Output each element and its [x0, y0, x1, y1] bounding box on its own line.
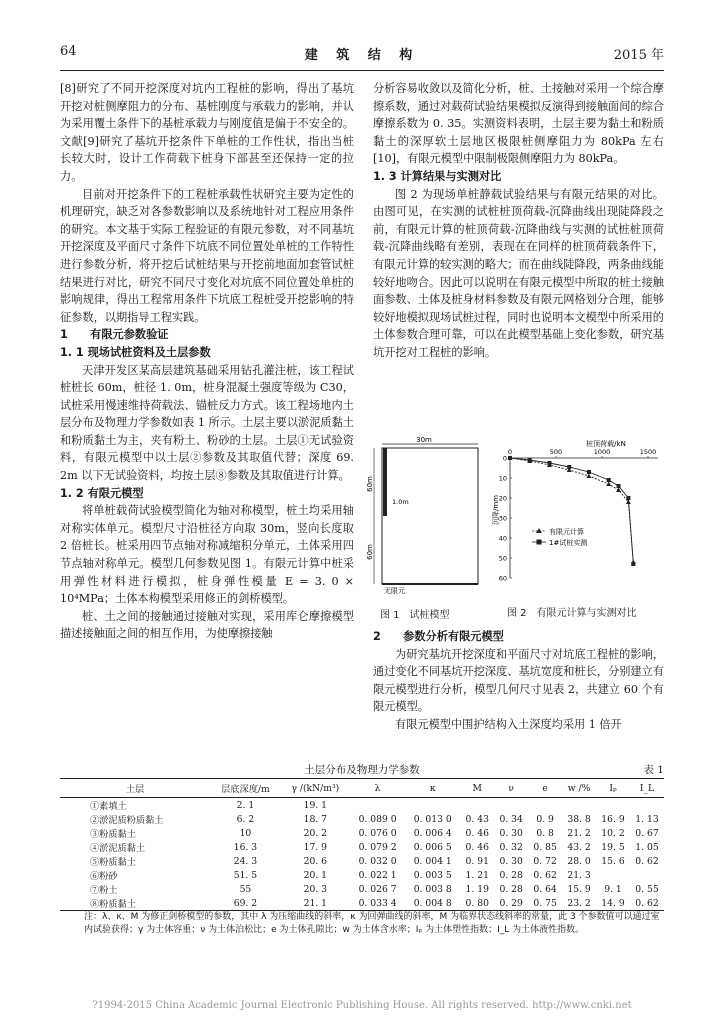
table-cell: 0. 72	[533, 855, 557, 867]
table-cell: ④淤泥质黏土	[90, 843, 146, 854]
table-cell: 38. 8	[567, 813, 591, 825]
table-row	[60, 882, 664, 896]
table-cell: 15. 9	[567, 883, 591, 895]
table-cell: 0. 032 0	[358, 855, 397, 867]
data-point-test	[547, 461, 551, 465]
data-point-test	[626, 496, 630, 500]
page-footer: ?1994-2015 China Academic Journal Electronic Publishing House. All rights reserved. http://www.cnki.net	[92, 1000, 632, 1011]
table-cell: 1. 13	[635, 813, 659, 825]
table-cell: 19. 1	[303, 799, 328, 811]
table-cell: 0. 62	[533, 869, 557, 881]
table-cell: 0. 62	[635, 855, 659, 867]
table-header-cell: 层底深度/m	[210, 779, 280, 798]
data-point-test	[528, 458, 532, 462]
right-para-2: 图 2 为现场单桩静载试验结果与有限元结果的对比。由图可见，在实测的试桩桩顶荷载-沉降曲线出现陡降段之前，有限元计算的桩顶荷载-沉降曲线与实测的试桩桩顶荷载-沉降曲线略有差别，表现在在同样的桩顶荷载条件下，有限元计算的较实测的略大；而在曲线陡降段，两条曲线能较好地吻合。因此可以说明在有限元模型中所取的桩土接触面参数、土体及桩身材料参数及有限元网格划分合理，能够较好地模拟现场试桩过程，同时也说明本文模型中所采用的土体参数合理可靠，可以在此模型基础上变化参数，研究基坑开挖对工程桩的影响。	[373, 187, 664, 359]
table-cell: 20. 3	[303, 883, 328, 895]
left-para-4: 将单桩载荷试验模型简化为轴对称模型，桩土均采用轴对称实体单元。模型尺寸沿桩径方向取 30m，竖向长度取 2 倍桩长。桩采用四节点轴对称减缩积分单元，土体采用四节点轴对称单元。模型几何参数见图 1。有限元计算中桩采用弹性材料进行模拟，桩身弹性模量 E = 3. 0 × 10⁴MPa；土体本构模型采用修正的剑桥模型。	[60, 504, 354, 606]
table-header-cell: M	[460, 779, 494, 798]
page-header	[60, 44, 664, 64]
table-cell: 0. 033 4	[350, 896, 405, 911]
legend-test-label: 1#试桩实测	[549, 539, 588, 547]
table-cell: 1. 05	[635, 841, 659, 853]
left-column	[60, 80, 354, 643]
table-cell: 17. 9	[303, 841, 328, 853]
x-axis-label: 桩顶荷载/kN	[586, 440, 626, 448]
y-tick-label: 10	[498, 474, 507, 483]
table-cell: 0. 34	[499, 813, 523, 825]
page-number: 64	[60, 44, 77, 59]
table-cell: 21. 1	[281, 896, 350, 911]
data-point-test	[607, 478, 611, 482]
table-cell: ②淤泥质粉质黏土	[90, 815, 164, 826]
journal-name: 建 筑 结 构	[304, 48, 420, 63]
figure-2-load-settlement-chart	[488, 436, 666, 596]
table-header-cell: e	[528, 779, 562, 798]
table-cell: 0. 30	[499, 827, 523, 839]
table-cell: ③粉质黏土	[90, 829, 136, 840]
table-cell	[630, 798, 664, 813]
dim-label-bottom-60m: 60m	[366, 544, 374, 560]
soil-parameter-table	[60, 778, 664, 911]
header-rule	[60, 70, 664, 71]
right-para-4: 有限元模型中围护结构入土深度均采用 1 倍开	[395, 717, 622, 731]
y-tick-label: 40	[498, 534, 507, 543]
y-tick-label: 20	[498, 494, 507, 503]
y-axis-label: 沉降/mm	[492, 495, 500, 525]
table-header-cell: Iₚ	[596, 779, 630, 798]
table-title: 土层分布及物理力学参数	[304, 764, 420, 776]
x-tick-label: 1000	[593, 448, 611, 456]
table-cell: 21. 2	[567, 827, 591, 839]
table-cell: 18. 7	[303, 813, 328, 825]
table-cell: 10. 2	[601, 827, 625, 839]
data-point-test	[508, 456, 512, 460]
table-cell: 0. 30	[499, 855, 523, 867]
figure-1-pile-model	[366, 436, 484, 596]
left-para-3: 天津开发区某高层建筑基础采用钻孔灌注桩，该工程试桩桩长 60m，桩径 1. 0m，桩身混凝土强度等级为 C30，试桩采用慢速维持荷载法、锚桩反力方式。该工程场地内土层分布及物理力学参数如表 1 所示。土层主要以淤泥质黏土和粉质黏土为主，夹有粉土、粉砂的土层。土层①无试验资料，有限元模型中以土层②参数及其取值代替；深度 69. 2m 以下无试验资料，均按土层⑧参数及其取值进行计算。	[60, 363, 354, 483]
table-cell: 10	[239, 827, 252, 839]
table-cell: 69. 2	[210, 896, 280, 911]
table-cell: 24. 3	[233, 855, 258, 867]
table-header-cell: 土层	[60, 779, 210, 798]
right-column-bottom	[373, 628, 664, 734]
table-cell: 0. 022 1	[358, 869, 397, 881]
dim-label-30m: 30m	[416, 436, 432, 444]
table-cell: 0. 28	[499, 883, 523, 895]
table-cell: 20. 6	[303, 855, 328, 867]
table-cell: 0. 91	[465, 855, 489, 867]
table-cell: ⑤粉质黏土	[90, 857, 136, 868]
table-header-cell: λ	[350, 779, 405, 798]
right-para-3: 为研究基坑开挖深度和平面尺寸对坑底工程桩的影响，通过变化不同基坑开挖深度、基坑宽度和桩长，分别建立有限元模型进行分析，模型几何尺寸见表 2，共建立 60 个有限元模型。	[373, 647, 664, 714]
y-tick-label: 30	[498, 514, 507, 523]
table-row	[60, 826, 664, 840]
table-cell: 0. 46	[465, 827, 489, 839]
section-1-1-heading: 1. 1 现场试桩资料及土层参数	[60, 345, 211, 359]
table-cell	[596, 868, 630, 882]
table-cell: 0. 8	[536, 827, 554, 839]
table-cell: 20. 2	[303, 827, 328, 839]
table-row	[60, 798, 664, 813]
table-header-cell: I_L	[630, 779, 664, 798]
table-cell	[528, 798, 562, 813]
table-cell: 0. 64	[533, 883, 557, 895]
table-cell: 0. 006 4	[413, 827, 452, 839]
table-cell: 0. 013 0	[413, 813, 452, 825]
data-point-test	[617, 484, 621, 488]
table-header-row	[60, 779, 664, 798]
legend-fem-label: 有限元计算	[549, 528, 584, 536]
table-cell: ⑧粉质黏土	[60, 896, 210, 911]
table-cell: 20. 1	[303, 869, 328, 881]
table-cell: 1. 19	[465, 883, 489, 895]
table-cell: 0. 32	[499, 841, 523, 853]
table-cell: 0. 004 8	[405, 896, 460, 911]
table-cell: 0. 55	[635, 883, 659, 895]
table-cell: 0. 29	[494, 896, 528, 911]
left-para-5: 桩、土之间的接触通过接触对实现，采用库仑摩擦模型描述接触面之间的相互作用，为使摩擦接触	[60, 609, 354, 641]
table-cell: 0. 089 0	[358, 813, 397, 825]
table-cell: 0. 004 1	[413, 855, 452, 867]
table-cell: 21. 3	[567, 869, 591, 881]
dim-label-top-60m: 60m	[366, 476, 374, 492]
table-cell: 55	[239, 883, 252, 895]
x-tick-label: 0	[507, 448, 513, 456]
table-row	[60, 896, 664, 911]
journal-year: 2015 年	[613, 48, 664, 63]
table-cell: 1. 21	[465, 869, 489, 881]
y-tick-label: 50	[498, 554, 507, 563]
figure-1-caption: 图 1 试桩模型	[380, 610, 450, 621]
table-row	[60, 840, 664, 854]
table-cell: 14. 9	[596, 896, 630, 911]
soil-domain	[382, 448, 478, 584]
table-cell: 0. 28	[499, 869, 523, 881]
table-cell: ⑦粉土	[90, 885, 118, 896]
table-row	[60, 854, 664, 868]
table-cell: 51. 5	[233, 869, 258, 881]
table-row	[60, 812, 664, 826]
data-point-fem	[606, 482, 611, 487]
table-cell	[460, 798, 494, 813]
table-cell	[596, 798, 630, 813]
table-cell: 6. 2	[236, 813, 255, 825]
section-1-3-heading: 1. 3 计算结果与实测对比	[373, 169, 502, 183]
section-1-2-heading: 1. 2 有限元模型	[60, 486, 144, 500]
table-cell: 0. 026 7	[358, 883, 397, 895]
table-header-cell: γ /(kN/m³)	[281, 779, 350, 798]
x-tick-label: 500	[549, 448, 563, 456]
table-cell	[405, 798, 460, 813]
data-point-test	[587, 470, 591, 474]
legend-triangle-marker	[536, 528, 542, 533]
section-1-heading: 1 有限元参数验证	[60, 328, 169, 342]
table-cell	[562, 798, 596, 813]
table-cell: 0. 46	[465, 841, 489, 853]
pile-body	[383, 448, 387, 516]
infinite-element-label: 无限元	[384, 587, 405, 595]
table-cell: 2. 1	[236, 799, 255, 811]
table-cell: 28. 0	[567, 855, 591, 867]
table-label: 表 1	[643, 764, 664, 776]
x-tick-label: 1500	[639, 448, 657, 456]
table-cell	[494, 798, 528, 813]
figure-2-caption: 图 2 有限元计算与实测对比	[507, 608, 637, 619]
y-tick-label: 0	[502, 454, 507, 463]
table-cell: 0. 80	[460, 896, 494, 911]
table-cell: 0. 75	[528, 896, 562, 911]
series-line-test	[510, 458, 633, 564]
legend	[532, 527, 587, 547]
table-note: 注：λ、κ、M 为修正剑桥模型的参数，其中 λ 为压缩曲线的斜率，κ 为回弹曲线的斜率，M 为临界状态线斜率的常量，此 3 个参数值可以通过室内试验获得；γ 为土体容重；ν 为土体泊松比；e 为土体孔隙比；w 为土体含水率；Iₚ 为土体塑性指数；I_L 为土体液性指数。	[84, 912, 660, 935]
table-cell: 0. 9	[536, 813, 554, 825]
table-cell: 0. 62	[630, 896, 664, 911]
table-cell: 0. 003 8	[413, 883, 452, 895]
table-cell: 0. 85	[533, 841, 557, 853]
table-header-cell: w /%	[562, 779, 596, 798]
table-cell: ①素填土	[90, 801, 127, 812]
table-cell: 23. 2	[562, 896, 596, 911]
right-column-top	[373, 80, 664, 362]
table-cell: 16. 3	[233, 841, 258, 853]
table-cell: 0. 67	[635, 827, 659, 839]
data-point-test	[631, 562, 635, 566]
table-header-cell: ν	[494, 779, 528, 798]
data-point-fem	[586, 474, 591, 479]
data-point-test	[567, 465, 571, 469]
table-cell: 0. 006 5	[413, 841, 452, 853]
table-cell: 0. 43	[465, 813, 489, 825]
table-cell	[350, 798, 405, 813]
table-cell: 0. 076 0	[358, 827, 397, 839]
table-cell	[630, 868, 664, 882]
table-cell: 9. 1	[604, 883, 622, 895]
table-cell: 19. 5	[601, 841, 625, 853]
table-cell: 16. 9	[601, 813, 625, 825]
section-2-heading: 2 参数分析有限元模型	[373, 630, 504, 643]
table-cell: 0. 003 5	[413, 869, 452, 881]
table-cell: 0. 079 2	[358, 841, 397, 853]
y-tick-label: 60	[498, 574, 507, 583]
left-para-1: [8]研究了不同开挖深度对坑内工程桩的影响，得出了基坑开挖对桩侧摩阻力的分布、基桩刚度与承载力的影响，并认为采用覆土条件下的基桩承载力与刚度值是偏于不安全的。文献[9]研究了基坑开挖条件下单桩的工作性状，指出当桩长较大时，设计工作荷载下桩身下部甚至还保持一定的拉力。	[60, 82, 354, 183]
table-row	[60, 868, 664, 882]
left-para-2: 目前对开挖条件下的工程桩承载性状研究主要为定性的机理研究，缺乏对各参数影响以及系统地针对工程应用条件的研究。本文基于实际工程验证的有限元参数，对不同基坑开挖深度及平面尺寸条件下坑底不同位置处单桩的工作特性进行参数分析，将开挖后试桩结果与开挖前地面加套管试桩结果进行对比，研究不同尺寸变化对坑底不同位置处单桩的影响规律，得出工程常用条件下坑底工程桩受开挖影响的特征参数，以期指导工程实践。	[60, 187, 354, 324]
table-header-cell: κ	[405, 779, 460, 798]
right-para-1: 分析容易收敛以及简化分析，桩、土接触对采用一个综合摩擦系数，通过对载荷试验结果模拟反演得到接触面间的综合摩擦系数为 0. 35。实测资料表明，土层主要为黏土和粉质黏土的深厚软土层地区极限桩侧摩阻力为 80kPa 左右[10]，有限元模型中限制极限侧摩阻力为 80kPa。	[373, 82, 664, 166]
table-cell: 43. 2	[567, 841, 591, 853]
table-cell: ⑥粉砂	[90, 871, 118, 882]
pile-diameter-label: 1.0m	[392, 498, 409, 506]
table-cell: 15. 6	[601, 855, 625, 867]
